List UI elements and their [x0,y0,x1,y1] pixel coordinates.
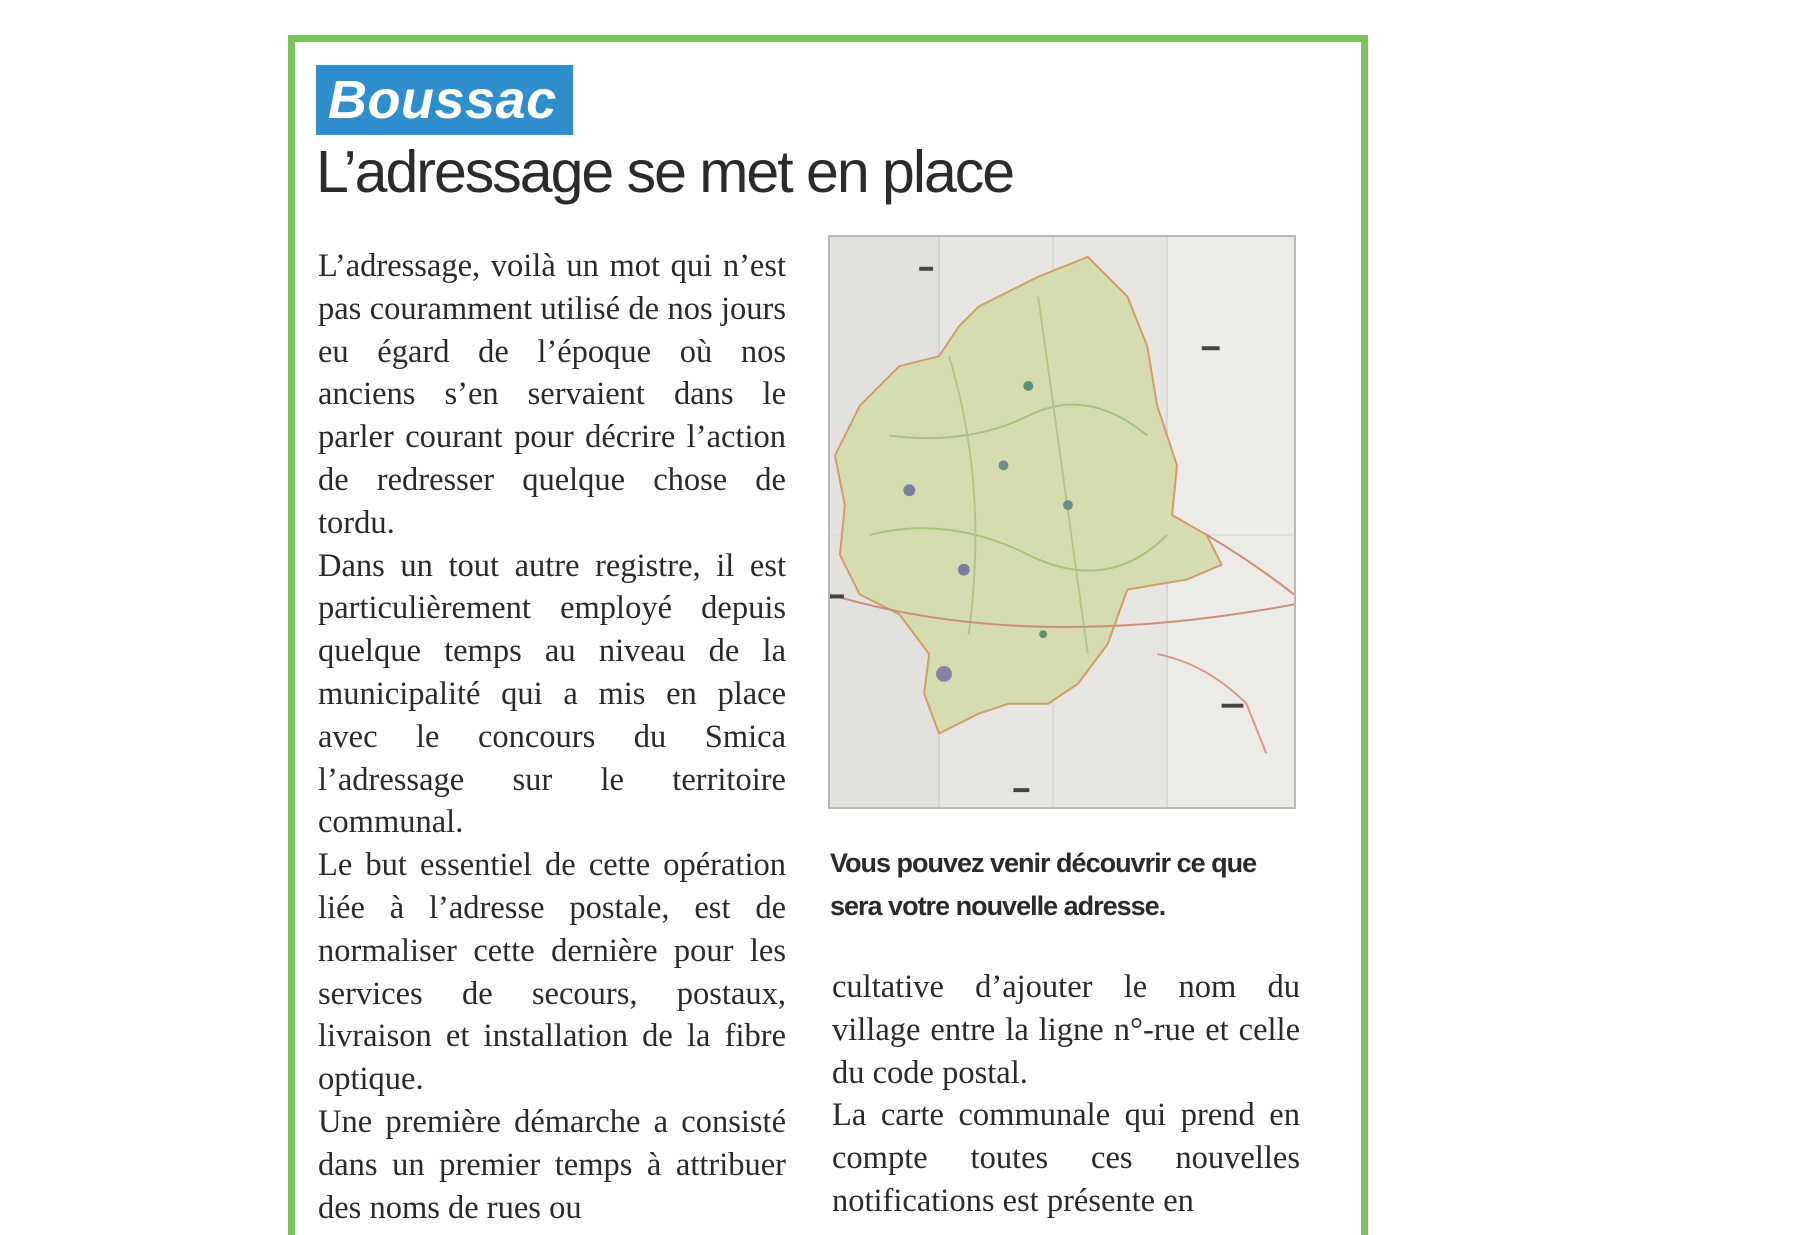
photo-caption: Vous pouvez venir découvrir ce que sera votre nouvelle adresse. [830,848,1257,921]
paragraph-6: La carte communale qui prend en compte toutes ces nouvelles notifications est présente en [832,1097,1300,1219]
commune-map-image [830,237,1294,807]
paragraph-5: cultative d’ajouter le nom du village entre la ligne n°-rue et celle du code postal. [832,969,1300,1091]
right-column [832,966,1300,1223]
commune-map-photo [828,235,1296,809]
article-kicker: Boussac [316,65,573,135]
paragraph-2: Dans un tout autre registre, il est particulièrement employé depuis quelque temps au niveau de la municipalité qui a mis en place avec le concours du Smica l’adressage sur le territoire communal. [318,547,786,841]
paragraph-1: L’adressage, voilà un mot qui n’est pas couramment utilisé de nos jours eu égard de l’époque où nos anciens s’en servaient dans le parler courant pour décrire l’action de redresser quelque chose de tordu. [318,248,786,541]
article-headline: L’adressage se met en place [316,139,1014,205]
paragraph-4: Une première démarche a consisté dans un premier temps à attribuer des noms de rues ou [318,1103,786,1226]
paragraph-3: Le but essentiel de cette opération liée à l’adresse postale, est de normaliser cette dernière pour les services de secours, postaux, livraison et installation de la fibre optique. [318,847,786,1098]
left-column [318,245,786,1229]
